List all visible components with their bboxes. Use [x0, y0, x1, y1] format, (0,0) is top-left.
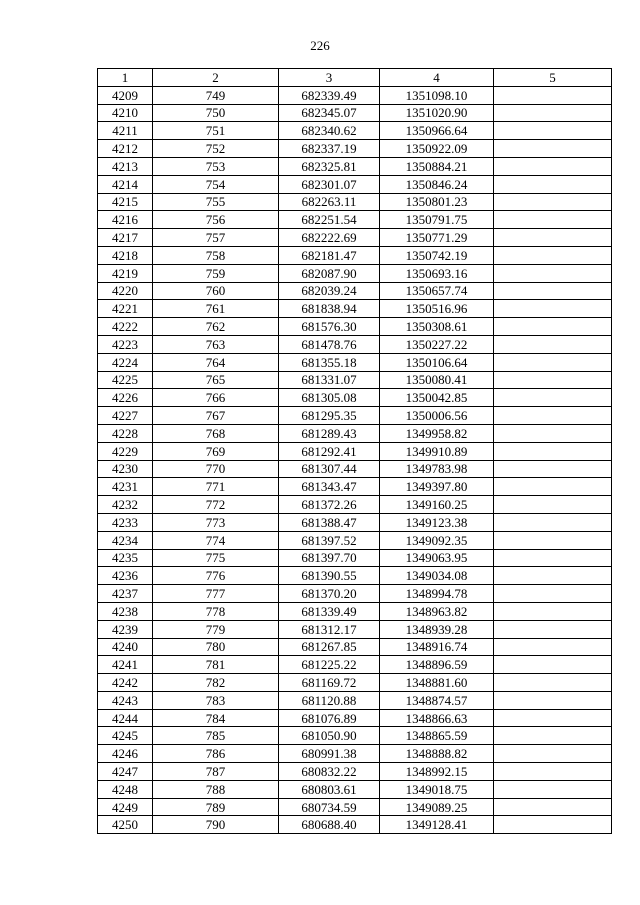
x-coordinate-cell: 682339.49 — [279, 86, 380, 104]
y-coordinate-cell: 1350771.29 — [380, 229, 494, 247]
y-coordinate-cell: 1350657.74 — [380, 282, 494, 300]
row-number-cell: 4243 — [98, 691, 153, 709]
table-body — [98, 86, 612, 833]
table-row — [98, 620, 612, 638]
table-row — [98, 745, 612, 763]
table-row — [98, 549, 612, 567]
note-cell — [494, 656, 612, 674]
point-number-cell: 750 — [153, 104, 279, 122]
note-cell — [494, 585, 612, 603]
row-number-cell: 4214 — [98, 175, 153, 193]
row-number-cell: 4221 — [98, 300, 153, 318]
point-number-cell: 782 — [153, 674, 279, 692]
point-number-cell: 783 — [153, 691, 279, 709]
note-cell — [494, 318, 612, 336]
y-coordinate-cell: 1348994.78 — [380, 585, 494, 603]
y-coordinate-cell: 1350922.09 — [380, 140, 494, 158]
note-cell — [494, 780, 612, 798]
row-number-cell: 4230 — [98, 460, 153, 478]
table-row — [98, 460, 612, 478]
point-number-cell: 788 — [153, 780, 279, 798]
note-cell — [494, 282, 612, 300]
note-cell — [494, 300, 612, 318]
note-cell — [494, 513, 612, 531]
y-coordinate-cell: 1348888.82 — [380, 745, 494, 763]
point-number-cell: 772 — [153, 496, 279, 514]
table-row — [98, 816, 612, 834]
table-row — [98, 567, 612, 585]
note-cell — [494, 353, 612, 371]
x-coordinate-cell: 681331.07 — [279, 371, 380, 389]
page-number: 226 — [310, 38, 330, 53]
column-header-3: 3 — [279, 69, 380, 87]
row-number-cell: 4239 — [98, 620, 153, 638]
point-number-cell: 784 — [153, 709, 279, 727]
note-cell — [494, 175, 612, 193]
table-row — [98, 602, 612, 620]
point-number-cell: 766 — [153, 389, 279, 407]
x-coordinate-cell: 681355.18 — [279, 353, 380, 371]
row-number-cell: 4247 — [98, 763, 153, 781]
x-coordinate-cell: 680734.59 — [279, 798, 380, 816]
table-header-row — [98, 69, 612, 87]
point-number-cell: 770 — [153, 460, 279, 478]
note-cell — [494, 531, 612, 549]
x-coordinate-cell: 681050.90 — [279, 727, 380, 745]
row-number-cell: 4235 — [98, 549, 153, 567]
table-row — [98, 656, 612, 674]
note-cell — [494, 798, 612, 816]
point-number-cell: 773 — [153, 513, 279, 531]
table-row — [98, 585, 612, 603]
point-number-cell: 774 — [153, 531, 279, 549]
x-coordinate-cell: 681343.47 — [279, 478, 380, 496]
y-coordinate-cell: 1349958.82 — [380, 424, 494, 442]
x-coordinate-cell: 680688.40 — [279, 816, 380, 834]
x-coordinate-cell: 681292.41 — [279, 442, 380, 460]
point-number-cell: 756 — [153, 211, 279, 229]
point-number-cell: 785 — [153, 727, 279, 745]
point-number-cell: 781 — [153, 656, 279, 674]
row-number-cell: 4248 — [98, 780, 153, 798]
table-row — [98, 122, 612, 140]
note-cell — [494, 816, 612, 834]
y-coordinate-cell: 1350006.56 — [380, 407, 494, 425]
table-row — [98, 531, 612, 549]
x-coordinate-cell: 681305.08 — [279, 389, 380, 407]
y-coordinate-cell: 1350966.64 — [380, 122, 494, 140]
point-number-cell: 758 — [153, 246, 279, 264]
y-coordinate-cell: 1349783.98 — [380, 460, 494, 478]
y-coordinate-cell: 1350080.41 — [380, 371, 494, 389]
table-row — [98, 140, 612, 158]
point-number-cell: 762 — [153, 318, 279, 336]
note-cell — [494, 567, 612, 585]
y-coordinate-cell: 1349034.08 — [380, 567, 494, 585]
point-number-cell: 786 — [153, 745, 279, 763]
y-coordinate-cell: 1350106.64 — [380, 353, 494, 371]
x-coordinate-cell: 682263.11 — [279, 193, 380, 211]
y-coordinate-cell: 1349092.35 — [380, 531, 494, 549]
point-number-cell: 771 — [153, 478, 279, 496]
point-number-cell: 763 — [153, 335, 279, 353]
x-coordinate-cell: 682222.69 — [279, 229, 380, 247]
y-coordinate-cell: 1350227.22 — [380, 335, 494, 353]
table-row — [98, 104, 612, 122]
note-cell — [494, 763, 612, 781]
table-row — [98, 407, 612, 425]
row-number-cell: 4249 — [98, 798, 153, 816]
row-number-cell: 4212 — [98, 140, 153, 158]
point-number-cell: 787 — [153, 763, 279, 781]
point-number-cell: 776 — [153, 567, 279, 585]
y-coordinate-cell: 1350042.85 — [380, 389, 494, 407]
row-number-cell: 4232 — [98, 496, 153, 514]
x-coordinate-cell: 681076.89 — [279, 709, 380, 727]
y-coordinate-cell: 1350846.24 — [380, 175, 494, 193]
note-cell — [494, 229, 612, 247]
row-number-cell: 4227 — [98, 407, 153, 425]
x-coordinate-cell: 682251.54 — [279, 211, 380, 229]
point-number-cell: 757 — [153, 229, 279, 247]
row-number-cell: 4231 — [98, 478, 153, 496]
y-coordinate-cell: 1350791.75 — [380, 211, 494, 229]
note-cell — [494, 264, 612, 282]
note-cell — [494, 620, 612, 638]
row-number-cell: 4223 — [98, 335, 153, 353]
y-coordinate-cell: 1350801.23 — [380, 193, 494, 211]
row-number-cell: 4250 — [98, 816, 153, 834]
y-coordinate-cell: 1351020.90 — [380, 104, 494, 122]
table-row — [98, 193, 612, 211]
row-number-cell: 4233 — [98, 513, 153, 531]
table-row — [98, 175, 612, 193]
point-number-cell: 765 — [153, 371, 279, 389]
y-coordinate-cell: 1348874.57 — [380, 691, 494, 709]
row-number-cell: 4236 — [98, 567, 153, 585]
table-row — [98, 300, 612, 318]
y-coordinate-cell: 1348939.28 — [380, 620, 494, 638]
note-cell — [494, 691, 612, 709]
table-row — [98, 674, 612, 692]
point-number-cell: 761 — [153, 300, 279, 318]
x-coordinate-cell: 681397.52 — [279, 531, 380, 549]
x-coordinate-cell: 681397.70 — [279, 549, 380, 567]
point-number-cell: 753 — [153, 157, 279, 175]
y-coordinate-cell: 1348866.63 — [380, 709, 494, 727]
x-coordinate-cell: 682181.47 — [279, 246, 380, 264]
x-coordinate-cell: 680991.38 — [279, 745, 380, 763]
y-coordinate-cell: 1348896.59 — [380, 656, 494, 674]
x-coordinate-cell: 681307.44 — [279, 460, 380, 478]
row-number-cell: 4224 — [98, 353, 153, 371]
table-row — [98, 229, 612, 247]
coordinates-table — [97, 68, 612, 834]
x-coordinate-cell: 681390.55 — [279, 567, 380, 585]
note-cell — [494, 407, 612, 425]
point-number-cell: 789 — [153, 798, 279, 816]
note-cell — [494, 424, 612, 442]
x-coordinate-cell: 681576.30 — [279, 318, 380, 336]
x-coordinate-cell: 682340.62 — [279, 122, 380, 140]
x-coordinate-cell: 681372.26 — [279, 496, 380, 514]
table-row — [98, 798, 612, 816]
note-cell — [494, 602, 612, 620]
row-number-cell: 4213 — [98, 157, 153, 175]
row-number-cell: 4217 — [98, 229, 153, 247]
point-number-cell: 790 — [153, 816, 279, 834]
row-number-cell: 4241 — [98, 656, 153, 674]
row-number-cell: 4226 — [98, 389, 153, 407]
x-coordinate-cell: 681225.22 — [279, 656, 380, 674]
x-coordinate-cell: 681478.76 — [279, 335, 380, 353]
point-number-cell: 768 — [153, 424, 279, 442]
note-cell — [494, 442, 612, 460]
x-coordinate-cell: 682301.07 — [279, 175, 380, 193]
row-number-cell: 4242 — [98, 674, 153, 692]
point-number-cell: 760 — [153, 282, 279, 300]
table-row — [98, 157, 612, 175]
note-cell — [494, 389, 612, 407]
row-number-cell: 4220 — [98, 282, 153, 300]
row-number-cell: 4216 — [98, 211, 153, 229]
table-row — [98, 264, 612, 282]
table-row — [98, 691, 612, 709]
row-number-cell: 4229 — [98, 442, 153, 460]
x-coordinate-cell: 681339.49 — [279, 602, 380, 620]
y-coordinate-cell: 1349063.95 — [380, 549, 494, 567]
table-row — [98, 709, 612, 727]
table-row — [98, 246, 612, 264]
row-number-cell: 4225 — [98, 371, 153, 389]
row-number-cell: 4240 — [98, 638, 153, 656]
y-coordinate-cell: 1349018.75 — [380, 780, 494, 798]
x-coordinate-cell: 682087.90 — [279, 264, 380, 282]
row-number-cell: 4215 — [98, 193, 153, 211]
point-number-cell: 759 — [153, 264, 279, 282]
x-coordinate-cell: 680803.61 — [279, 780, 380, 798]
point-number-cell: 752 — [153, 140, 279, 158]
table-row — [98, 389, 612, 407]
y-coordinate-cell: 1349910.89 — [380, 442, 494, 460]
note-cell — [494, 709, 612, 727]
table-row — [98, 282, 612, 300]
x-coordinate-cell: 680832.22 — [279, 763, 380, 781]
row-number-cell: 4234 — [98, 531, 153, 549]
note-cell — [494, 246, 612, 264]
y-coordinate-cell: 1349089.25 — [380, 798, 494, 816]
point-number-cell: 780 — [153, 638, 279, 656]
note-cell — [494, 727, 612, 745]
note-cell — [494, 478, 612, 496]
row-number-cell: 4238 — [98, 602, 153, 620]
y-coordinate-cell: 1349160.25 — [380, 496, 494, 514]
note-cell — [494, 371, 612, 389]
point-number-cell: 775 — [153, 549, 279, 567]
note-cell — [494, 86, 612, 104]
row-number-cell: 4219 — [98, 264, 153, 282]
x-coordinate-cell: 681169.72 — [279, 674, 380, 692]
row-number-cell: 4228 — [98, 424, 153, 442]
y-coordinate-cell: 1351098.10 — [380, 86, 494, 104]
table-row — [98, 513, 612, 531]
note-cell — [494, 157, 612, 175]
y-coordinate-cell: 1348916.74 — [380, 638, 494, 656]
point-number-cell: 777 — [153, 585, 279, 603]
y-coordinate-cell: 1350742.19 — [380, 246, 494, 264]
column-header-1: 1 — [98, 69, 153, 87]
note-cell — [494, 122, 612, 140]
row-number-cell: 4246 — [98, 745, 153, 763]
note-cell — [494, 193, 612, 211]
row-number-cell: 4222 — [98, 318, 153, 336]
note-cell — [494, 104, 612, 122]
table-row — [98, 496, 612, 514]
x-coordinate-cell: 682039.24 — [279, 282, 380, 300]
y-coordinate-cell: 1348881.60 — [380, 674, 494, 692]
x-coordinate-cell: 681289.43 — [279, 424, 380, 442]
y-coordinate-cell: 1349123.38 — [380, 513, 494, 531]
y-coordinate-cell: 1349397.80 — [380, 478, 494, 496]
point-number-cell: 764 — [153, 353, 279, 371]
note-cell — [494, 745, 612, 763]
row-number-cell: 4218 — [98, 246, 153, 264]
note-cell — [494, 335, 612, 353]
y-coordinate-cell: 1350884.21 — [380, 157, 494, 175]
row-number-cell: 4245 — [98, 727, 153, 745]
column-header-5: 5 — [494, 69, 612, 87]
point-number-cell: 767 — [153, 407, 279, 425]
y-coordinate-cell: 1350693.16 — [380, 264, 494, 282]
row-number-cell: 4237 — [98, 585, 153, 603]
point-number-cell: 778 — [153, 602, 279, 620]
table-row — [98, 727, 612, 745]
x-coordinate-cell: 682337.19 — [279, 140, 380, 158]
note-cell — [494, 549, 612, 567]
x-coordinate-cell: 681120.88 — [279, 691, 380, 709]
y-coordinate-cell: 1348992.15 — [380, 763, 494, 781]
table-row — [98, 371, 612, 389]
row-number-cell: 4209 — [98, 86, 153, 104]
point-number-cell: 769 — [153, 442, 279, 460]
x-coordinate-cell: 681838.94 — [279, 300, 380, 318]
row-number-cell: 4210 — [98, 104, 153, 122]
point-number-cell: 755 — [153, 193, 279, 211]
note-cell — [494, 211, 612, 229]
table-row — [98, 638, 612, 656]
table-row — [98, 424, 612, 442]
x-coordinate-cell: 681295.35 — [279, 407, 380, 425]
point-number-cell: 779 — [153, 620, 279, 638]
x-coordinate-cell: 681388.47 — [279, 513, 380, 531]
table-row — [98, 780, 612, 798]
table-row — [98, 478, 612, 496]
column-header-4: 4 — [380, 69, 494, 87]
point-number-cell: 749 — [153, 86, 279, 104]
row-number-cell: 4211 — [98, 122, 153, 140]
table-row — [98, 86, 612, 104]
table-row — [98, 211, 612, 229]
note-cell — [494, 460, 612, 478]
y-coordinate-cell: 1348865.59 — [380, 727, 494, 745]
table-row — [98, 442, 612, 460]
x-coordinate-cell: 681312.17 — [279, 620, 380, 638]
table-row — [98, 318, 612, 336]
x-coordinate-cell: 682345.07 — [279, 104, 380, 122]
point-number-cell: 754 — [153, 175, 279, 193]
note-cell — [494, 638, 612, 656]
y-coordinate-cell: 1349128.41 — [380, 816, 494, 834]
y-coordinate-cell: 1350308.61 — [380, 318, 494, 336]
table-row — [98, 353, 612, 371]
y-coordinate-cell: 1348963.82 — [380, 602, 494, 620]
x-coordinate-cell: 681267.85 — [279, 638, 380, 656]
table-row — [98, 335, 612, 353]
note-cell — [494, 140, 612, 158]
note-cell — [494, 674, 612, 692]
x-coordinate-cell: 682325.81 — [279, 157, 380, 175]
column-header-2: 2 — [153, 69, 279, 87]
point-number-cell: 751 — [153, 122, 279, 140]
x-coordinate-cell: 681370.20 — [279, 585, 380, 603]
table-row — [98, 763, 612, 781]
y-coordinate-cell: 1350516.96 — [380, 300, 494, 318]
note-cell — [494, 496, 612, 514]
row-number-cell: 4244 — [98, 709, 153, 727]
